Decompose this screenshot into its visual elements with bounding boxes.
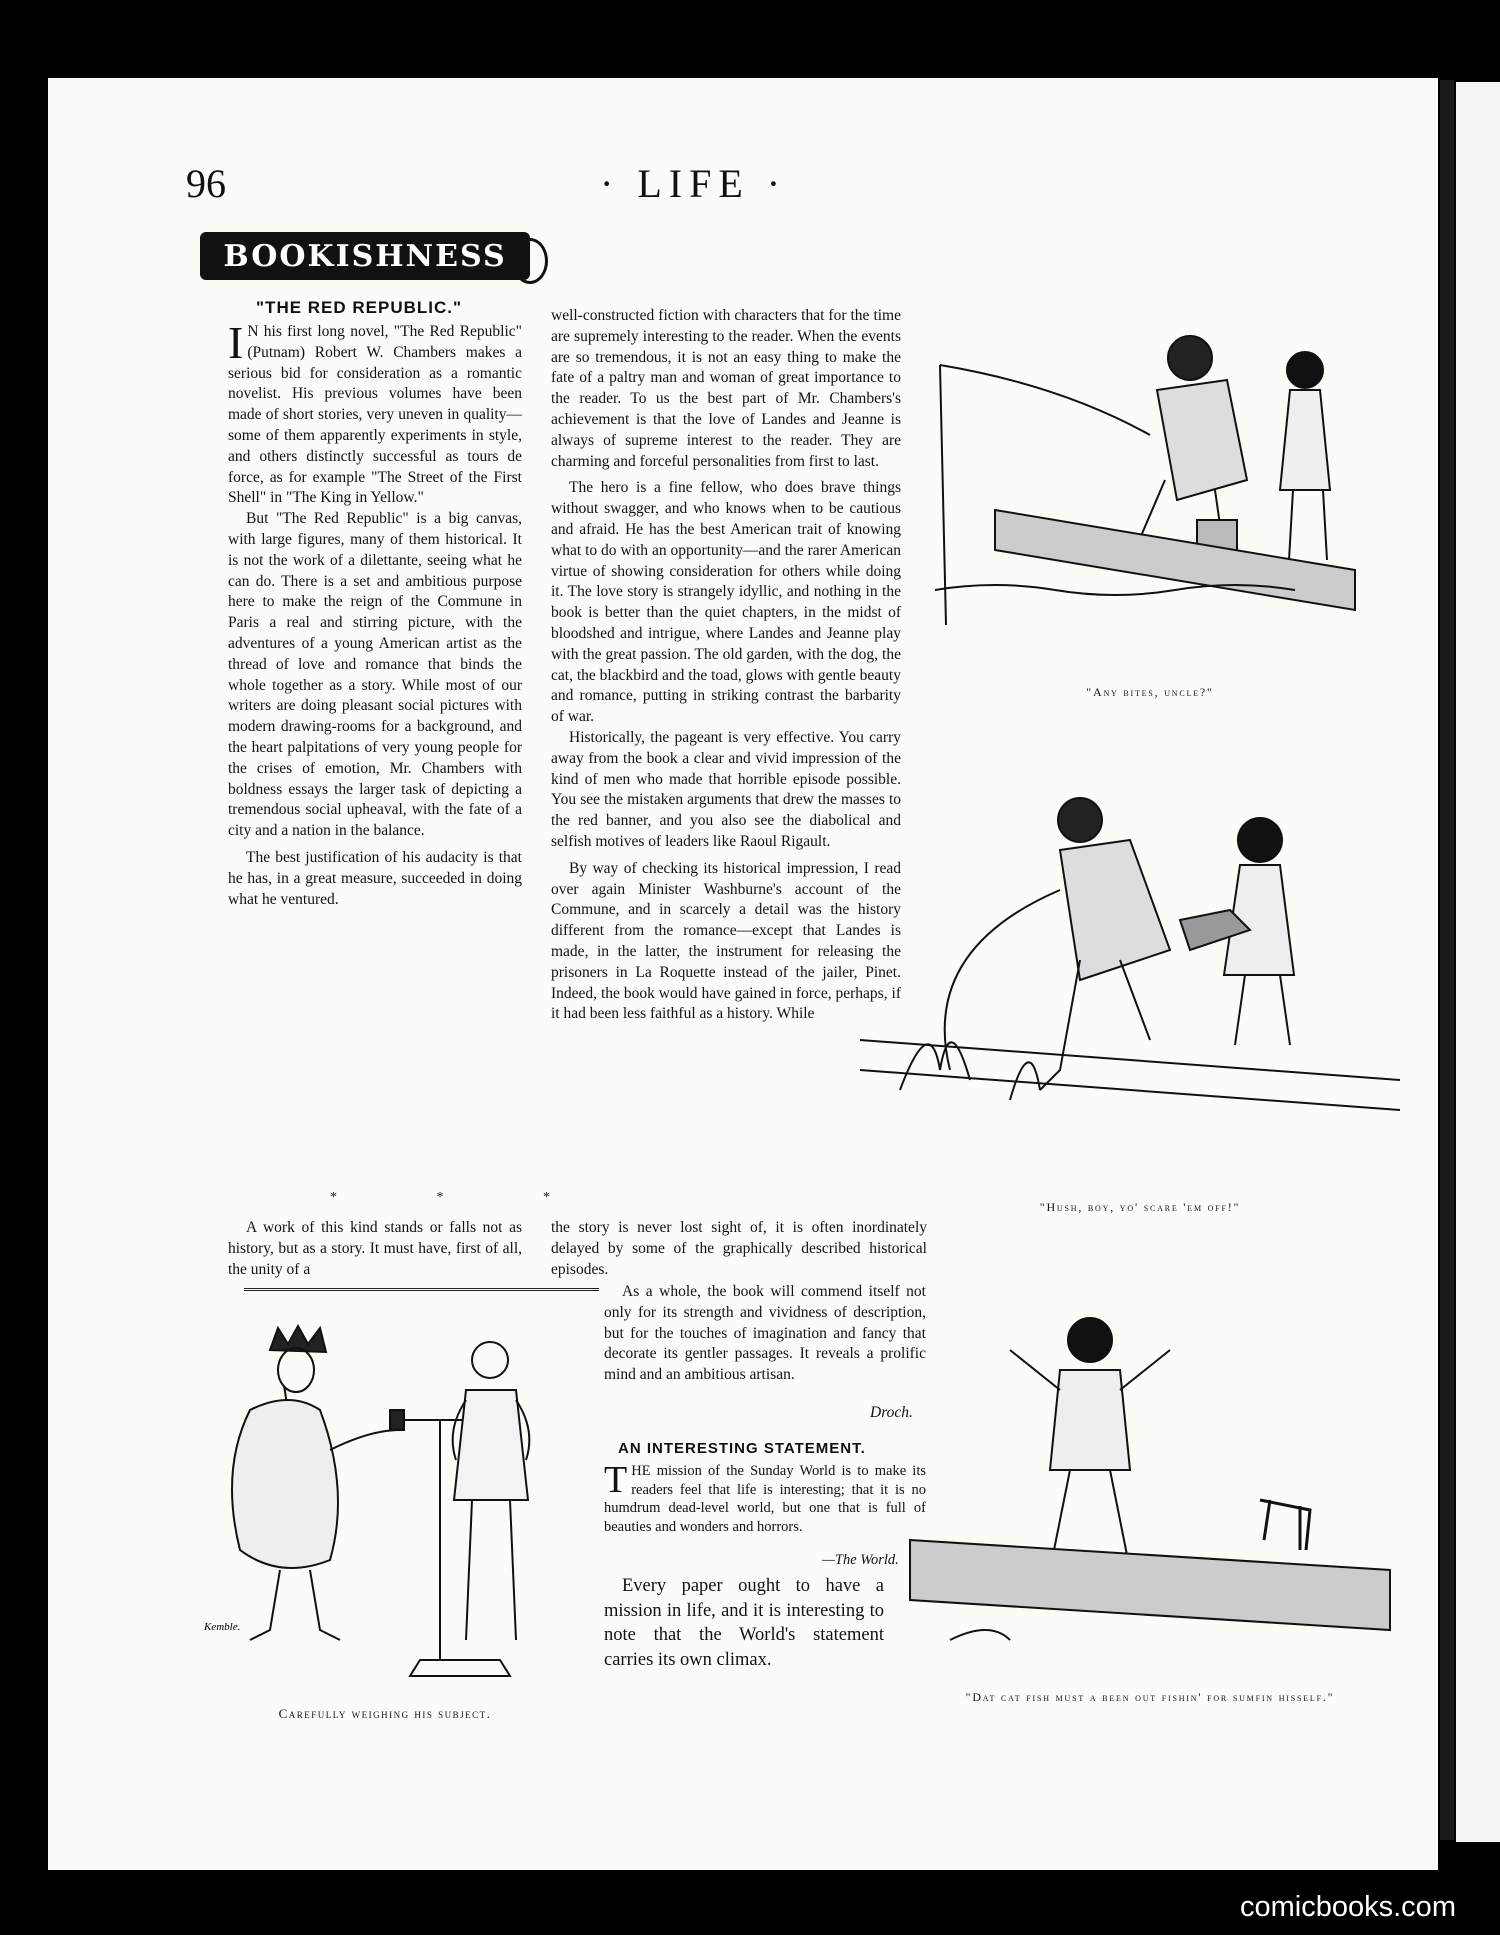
fishing-panel-3-illustration bbox=[890, 1310, 1390, 1670]
banner-flourish bbox=[512, 238, 548, 284]
review-paragraph-4: A work of this kind stands or falls not as history, but as a story. It must have, first of all, the unity of a bbox=[228, 1219, 522, 1278]
statement-comment: Every paper ought to have a mission in life, and it is interesting to note that the World's statement carries its own climax. bbox=[604, 1576, 884, 1670]
masthead: · LIFE · bbox=[600, 161, 788, 206]
statement-source: —The World. bbox=[822, 1552, 899, 1568]
review-paragraph-8: By way of checking its historical impression, I read over again Minister Washburne's account of the Commune, and in scarcely a detail was the history different from the romance—except that Landes is made, in the latter, the instrument for releasing the prisoners in La Roquette instead of the jailer, Pinet. Indeed, the book would have gained in force, perhaps, if it had been less faithful as a history. While bbox=[551, 859, 901, 1023]
review-column-left bbox=[228, 317, 522, 910]
cartoon-signature: Kemble. bbox=[204, 1621, 241, 1633]
banner-text: BOOKISHNESS bbox=[223, 238, 507, 274]
review-column-left-bottom bbox=[228, 1218, 522, 1280]
review-paragraph-2: But "The Red Republic" is a big canvas, with large figures, many of them historical. It is not the work of a dilettante, seeing what he can do. There is a set and ambitious purpose here to make the reign of the Commune in Paris a real and stirring picture, with the adventures of a young American artist as the thread of love and romance that binds the whole together as a story. While most of our writers are doing pleasant social pictures with modern drawing-rooms for a background, and the heart palpitations of very young people for the crises of emotion, Mr. Chambers with boldness essays the larger task of depicting a tremendous social upheaval, with the fate of a city and a nation in the balance. bbox=[228, 510, 522, 840]
page-gutter bbox=[1440, 80, 1454, 1840]
review-paragraph-1: I N his first long novel, "The Red Republic" (Putnam) Robert W. Chambers makes a serious bid for consideration as a romantic novelist. His previous volumes have been made of short stories, very uneven in quality—some of them apparently experiments in style, and others distinctly successful as tours de force, as for example "The Street of the First Shell" in "The King in Yellow." bbox=[228, 317, 522, 507]
review-paragraph-7: Historically, the pageant is very effective. You carry away from the book a clear and vivid impression of the kind of men who made that horrible episode possible. You see the mistaken arguments that drew the masses to the red banner, and you also see the diabolical and selfish motives of leaders like Raoul Rigault. bbox=[551, 728, 901, 850]
review-paragraph-6: The hero is a fine fellow, who does brave things without swagger, and who knows when to be cautious and afraid. He has the best American trait of knowing what to do with an opportunity—and the rarer American virtue of showing consideration for others while doing it. The love story is strangely idyllic, and nothing in the book is better than the quiet chapters, in the midst of bloodshed and intrigue, where Landes and Jeanne play with the great passion. The old garden, with the dog, the cat, the blackbird and the toad, glows with gentle beauty and romance, putting in striking contrast the barbarity of war. bbox=[551, 479, 901, 726]
cartoon-weighing-illustration bbox=[204, 1300, 590, 1700]
review-column-wide bbox=[551, 1218, 927, 1280]
bookishness-banner bbox=[200, 232, 530, 280]
review-signoff: Droch. bbox=[870, 1404, 913, 1421]
review-column-middle bbox=[551, 306, 901, 1025]
review-paragraph-5: well-constructed fiction with characters that for the time are supremely interesting to the reader. When the events are so tremendous, it is not an easy thing to make the fate of a paltry man and woman of great importance to the reader. To us the best part of Mr. Chambers's achievement is that the love of Landes and Jeanne is always of supreme interest to the reader. They are charming and forceful personalities from first to last. bbox=[551, 307, 901, 470]
page-number: 96 bbox=[186, 161, 226, 206]
review-paragraph-10: As a whole, the book will commend itself not only for its strength and vividness of description, but for the touches of imagination and fancy that decorate its gentler passages. It reveals a prolific mind and an ambitious artisan. bbox=[604, 1283, 926, 1384]
dropcap-i: I bbox=[228, 317, 244, 368]
site-watermark: comicbooks.com bbox=[1196, 1880, 1500, 1935]
statement-title: AN INTERESTING STATEMENT. bbox=[618, 1440, 866, 1457]
section-stars: * * * bbox=[330, 1190, 598, 1205]
fishing-panel-2-illustration bbox=[860, 770, 1400, 1170]
dropcap-t: T bbox=[604, 1459, 628, 1501]
review-paragraph-3: The best justification of his audacity is that he has, in a great measure, succeeded in doing what he ventured. bbox=[228, 848, 522, 908]
facing-page-edge bbox=[1456, 82, 1500, 1842]
cartoon-caption: Carefully weighing his subject. bbox=[278, 1706, 492, 1721]
review-column-lower bbox=[604, 1282, 926, 1386]
statement-quote: THE mission of the Sunday World is to make its readers feel that life is interesting; that it is no humdrum dead-level world, but one that is full of beauties and wonders and horrors. bbox=[604, 1459, 926, 1535]
panel-1-caption: "Any bites, uncle?" bbox=[1086, 685, 1214, 699]
review-paragraph-9: the story is never lost sight of, it is often inordinately delayed by some of the graphically described historical episodes. bbox=[551, 1219, 927, 1278]
cartoon-rule bbox=[244, 1288, 599, 1291]
fishing-panel-1-illustration bbox=[935, 330, 1355, 660]
panel-3-caption: "Dat cat fish must a been out fishin' for sumfin hisself." bbox=[965, 1690, 1335, 1704]
review-title: "THE RED REPUBLIC." bbox=[256, 298, 463, 317]
panel-2-caption: "Hush, boy, yo' scare 'em off!" bbox=[1039, 1200, 1241, 1214]
